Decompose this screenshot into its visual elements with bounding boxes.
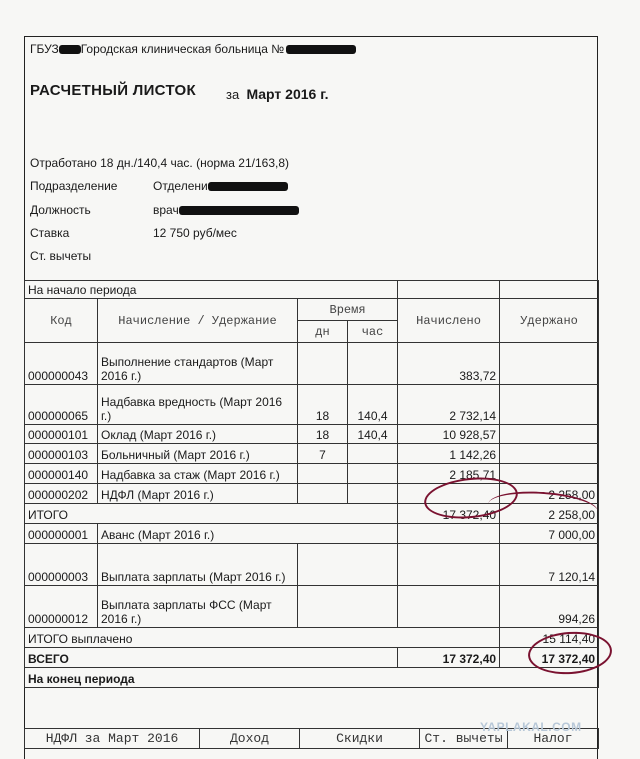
row-code: 000000003	[25, 544, 98, 586]
end-period-row	[25, 668, 599, 688]
total-accrued: 17 372,40	[398, 504, 500, 524]
row-withheld: 7 120,14	[500, 544, 599, 586]
deductions-label: Ст. вычеты	[30, 249, 92, 263]
start-period-label: На начало периода	[25, 281, 398, 299]
total-withheld: 2 258,00	[500, 504, 599, 524]
grand-accrued: 17 372,40	[398, 648, 500, 668]
row-accrued: 2 185,71	[398, 464, 500, 484]
table-row	[25, 524, 599, 544]
row-name: Больничный (Март 2016 г.)	[98, 444, 298, 464]
table-row: 000000065 Надбавка вредность (Март 2016 г.) 18 140,4 2 732,14	[25, 385, 599, 425]
row-name: Надбавка вредность (Март 2016 г.)	[98, 385, 298, 425]
row-name: Аванс (Март 2016 г.)	[98, 524, 398, 544]
rate-label: Ставка	[30, 226, 70, 240]
row-withheld: 7 000,00	[500, 524, 599, 544]
paid-label: ИТОГО выплачено	[25, 628, 500, 648]
department-value: Отделени	[153, 179, 288, 193]
position-value: врач	[153, 203, 299, 217]
total-label: ИТОГО	[25, 504, 398, 524]
redaction-mark	[286, 45, 356, 54]
col-hours-header: час	[348, 321, 398, 343]
row-name: Выполнение стандартов (Март 2016 г.)	[98, 343, 298, 385]
row-withheld: 994,26	[500, 586, 599, 628]
end-period-label: На конец периода	[25, 668, 599, 688]
paid-value: 15 114,40	[500, 628, 599, 648]
org-header: ГБУЗ Городская клиническая больница №	[30, 42, 356, 56]
tax-col-period: НДФЛ за Март 2016	[25, 729, 200, 749]
rate-value: 12 750 руб/мес	[153, 226, 237, 240]
grand-total-row	[25, 648, 599, 668]
period-label: за Март 2016 г.	[226, 86, 329, 102]
row-accrued: 383,72	[398, 343, 500, 385]
row-name: Выплата зарплаты (Март 2016 г.)	[98, 544, 298, 586]
table-row	[25, 343, 599, 385]
redaction-mark	[208, 182, 288, 191]
position-label: Должность	[30, 203, 91, 217]
row-accrued: 2 732,14	[398, 385, 500, 425]
row-accrued: 10 928,57	[398, 425, 500, 444]
table-row	[25, 544, 599, 586]
col-accrued-header: Начислено	[398, 299, 500, 343]
table-row	[25, 586, 599, 628]
redaction-mark	[179, 206, 299, 215]
col-withheld-header: Удержано	[500, 299, 599, 343]
row-code: 000000140	[25, 464, 98, 484]
tax-col-deductions: Ст. вычеты	[420, 729, 508, 749]
tax-col-tax: Налог	[508, 729, 599, 749]
row-accrued: 1 142,26	[398, 444, 500, 464]
row-code: 000000103	[25, 444, 98, 464]
grand-withheld: 17 372,40	[500, 648, 599, 668]
row-code: 000000101	[25, 425, 98, 444]
col-time-header: Время	[298, 299, 398, 321]
row-code: 000000043	[25, 343, 98, 385]
redaction-mark	[59, 45, 81, 54]
worked-hours: Отработано 18 дн./140,4 час. (норма 21/163,8)	[30, 156, 290, 170]
payslip-table	[24, 280, 599, 688]
col-code-header: Код	[25, 299, 98, 343]
tax-col-income: Доход	[200, 729, 300, 749]
table-row	[25, 281, 599, 299]
col-days-header: дн	[298, 321, 348, 343]
grand-label: ВСЕГО	[25, 648, 398, 668]
table-header-row	[25, 299, 599, 321]
department-label: Подразделение	[30, 179, 118, 193]
col-name-header: Начисление / Удержание	[98, 299, 298, 343]
row-code: 000000202	[25, 484, 98, 504]
row-name: Оклад (Март 2016 г.)	[98, 425, 298, 444]
row-name: Надбавка за стаж (Март 2016 г.)	[98, 464, 298, 484]
paid-row	[25, 628, 599, 648]
row-code: 000000001	[25, 524, 98, 544]
page-title: РАСЧЕТНЫЙ ЛИСТОК	[30, 82, 196, 99]
row-withheld: 2 258,00	[500, 484, 599, 504]
tax-col-discounts: Скидки	[300, 729, 420, 749]
row-code: 000000012	[25, 586, 98, 628]
row-name: Выплата зарплаты ФСС (Март 2016 г.)	[98, 586, 298, 628]
table-row	[25, 464, 599, 484]
row-code: 000000065	[25, 385, 98, 425]
table-row: 000000103 Больничный (Март 2016 г.) 7 1 142,26	[25, 444, 599, 464]
table-row: 000000101 Оклад (Март 2016 г.) 18 140,4 10 928,57	[25, 425, 599, 444]
row-name: НДФЛ (Март 2016 г.)	[98, 484, 298, 504]
watermark: YAPLAKAL.COM	[480, 720, 582, 734]
